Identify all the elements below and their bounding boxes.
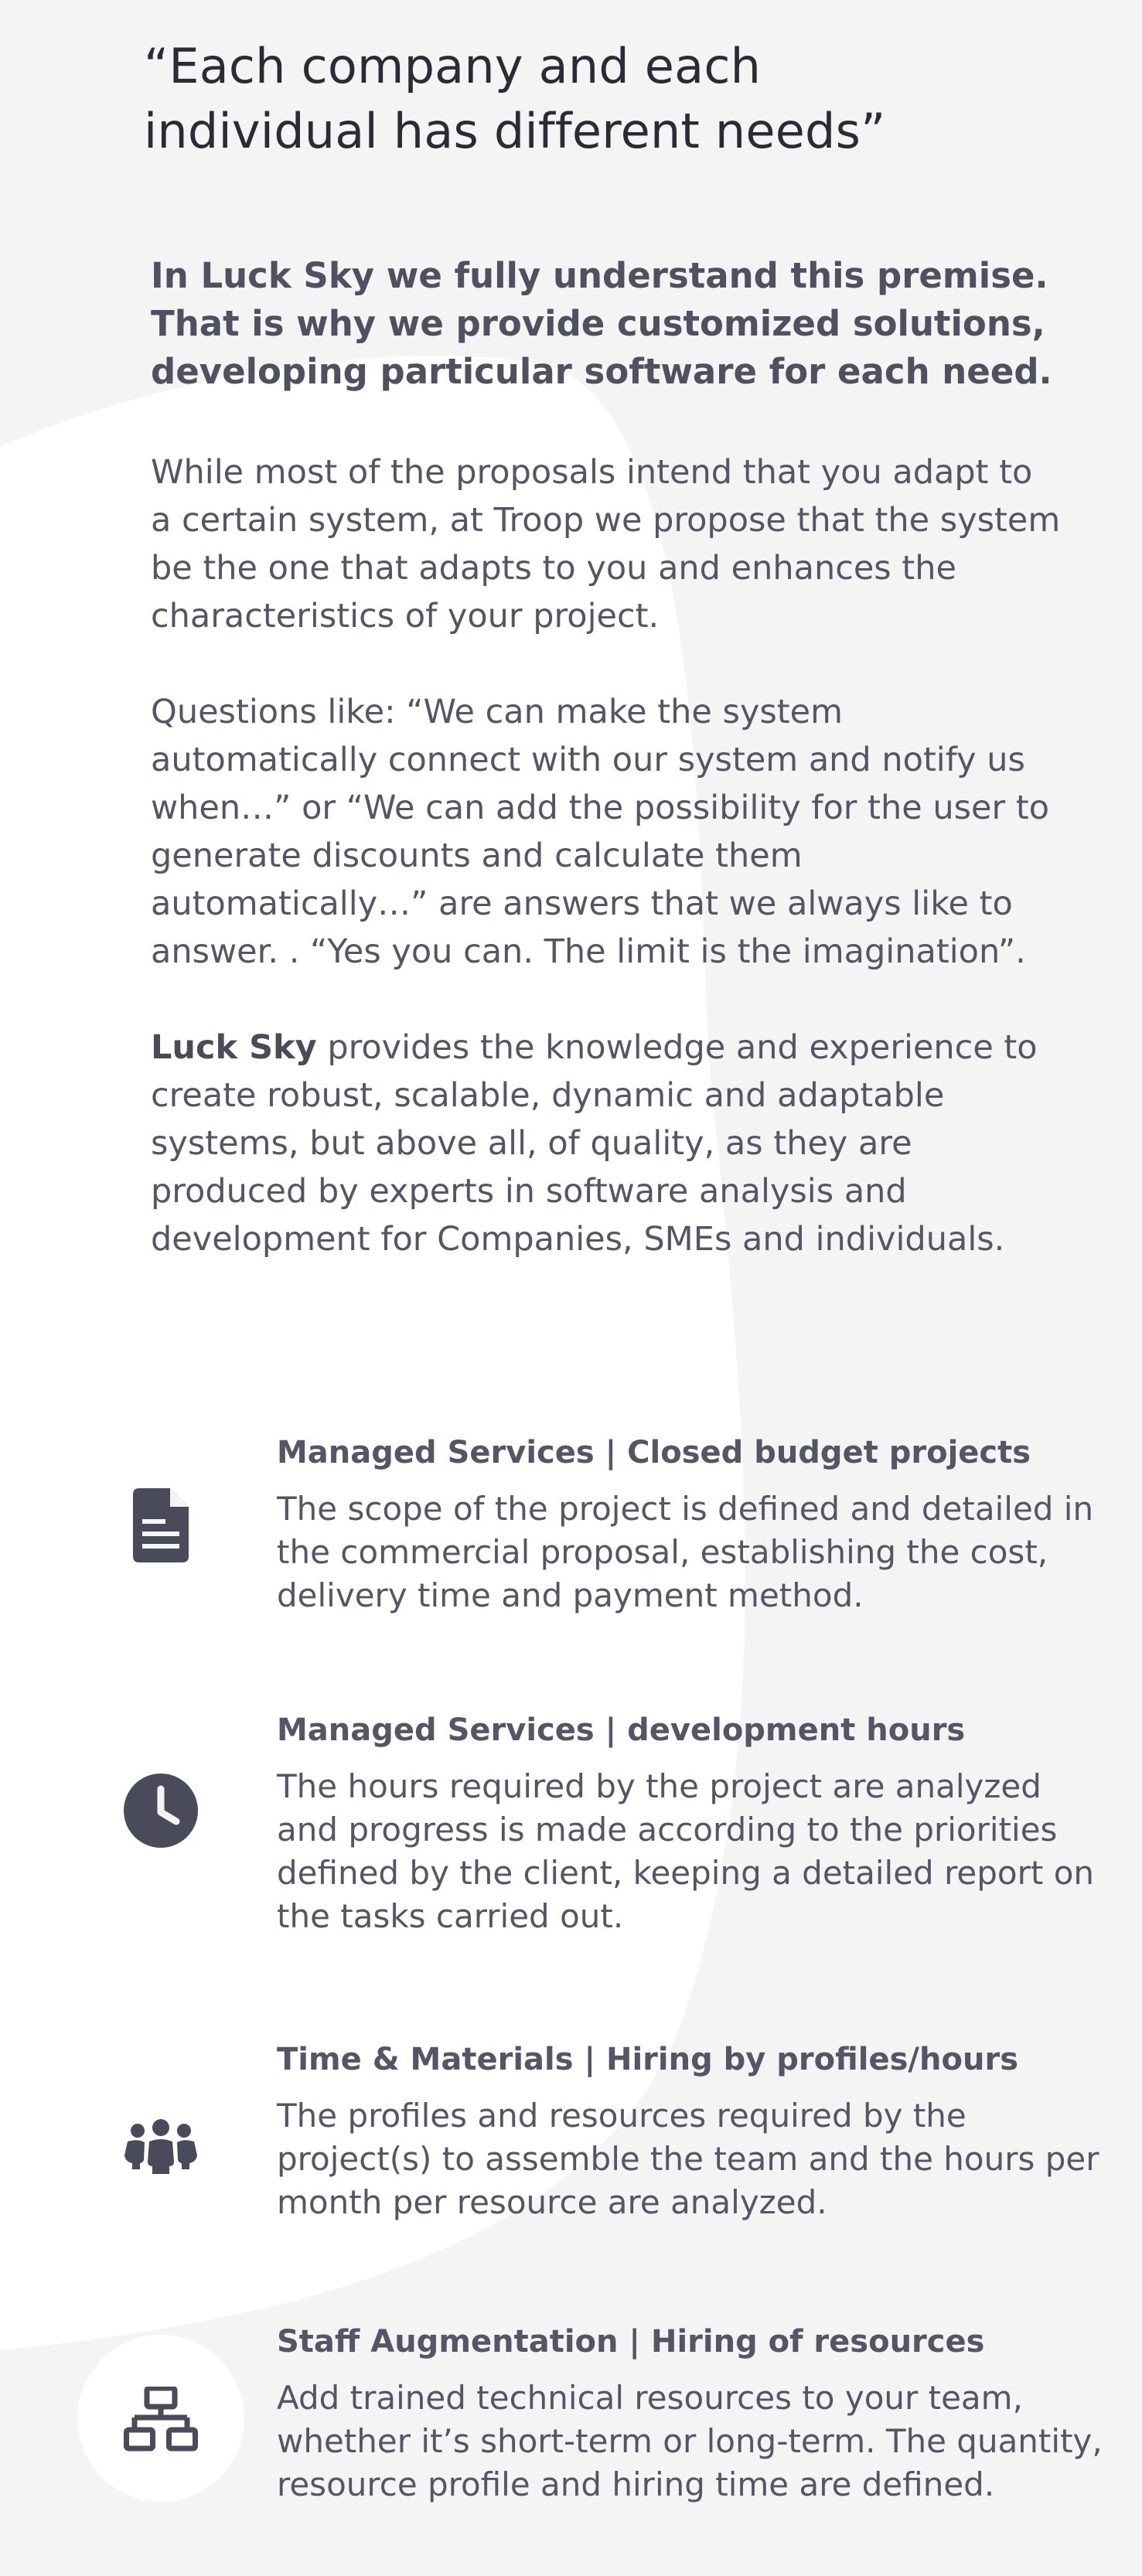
headline-quote: “Each company and each individual has different needs” bbox=[144, 38, 886, 159]
network-icon bbox=[118, 2377, 203, 2462]
clock-icon bbox=[118, 1768, 203, 1853]
paragraph-adapt: While most of the proposals intend that you adapt to a certain system, at Troop we propose that the system be the one that adapts to you and enhances the characteristics of your project. bbox=[151, 453, 1061, 635]
team-icon bbox=[118, 2104, 203, 2189]
service-title: Managed Services | development hours bbox=[277, 1712, 966, 1748]
service-title: Managed Services | Closed budget projects bbox=[277, 1435, 1031, 1470]
service-title: Time & Materials | Hiring by profiles/hours bbox=[277, 2042, 1019, 2077]
lead-paragraph: In Luck Sky we fully understand this premise. That is why we provide customized solutions, developing particular software for each need. bbox=[151, 255, 1052, 392]
paragraph-questions: Questions like: “We can make the system automatically connect with our system and notify us when…” or “We can add the possibility for the user to generate discounts and calculate them automatically…” are answers that we always like to answer. . “Yes you can. The limit is the imagination”. bbox=[151, 693, 1050, 971]
service-description: The profiles and resources required by the project(s) to assemble the team and the hours per month per resource are analyzed. bbox=[277, 2097, 1099, 2221]
service-description: The scope of the project is defined and detailed in the commercial proposal, establishing the cost, delivery time and payment method. bbox=[277, 1490, 1094, 1614]
paragraph-luck-sky-text: provides the knowledge and experience to create robust, scalable, dynamic and adaptable systems, but above all, of quality, as they are produced by experts in software analysis and development for Companies, SMEs and individuals. bbox=[151, 1028, 1038, 1259]
service-title: Staff Augmentation | Hiring of resources bbox=[277, 2324, 985, 2360]
service-description: Add trained technical resources to your team, whether it’s short-term or long-term. The quantity, resource profile and hiring time are defined. bbox=[277, 2379, 1103, 2503]
document-icon bbox=[118, 1483, 203, 1568]
brand-name: Luck Sky bbox=[151, 1028, 317, 1067]
paragraph-luck-sky bbox=[151, 1024, 1063, 1263]
service-description: The hours required by the project are analyzed and progress is made according to the priorities defined by the client, keeping a detailed report on the tasks carried out. bbox=[277, 1767, 1095, 1935]
